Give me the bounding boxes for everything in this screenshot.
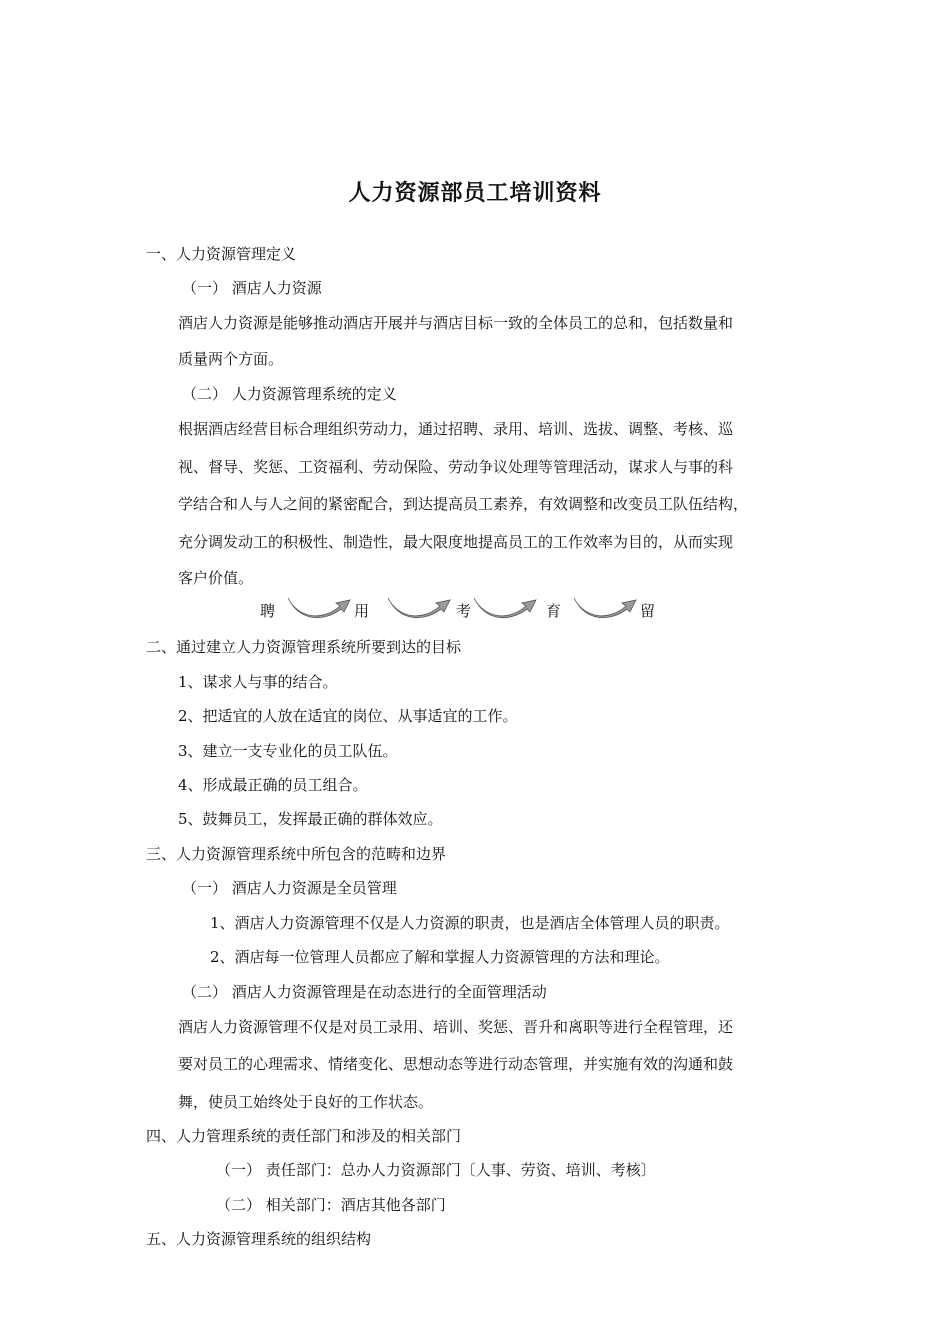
subsection-3-2-heading: （二） 酒店人力资源管理是在动态进行的全面管理活动	[182, 983, 547, 1001]
paragraph-line: 酒店人力资源是能够推动酒店开展并与酒店目标一致的全体员工的总和，包括数量和	[178, 314, 734, 332]
paragraph-line: 视、督导、奖惩、工资福利、劳动保险、劳动争议处理等管理活动，谋求人与事的科	[178, 458, 734, 476]
hr-flow-diagram	[0, 594, 950, 628]
subsection-3-1-heading: （一） 酒店人力资源是全员管理	[182, 879, 397, 897]
subsection-1-1-heading: （一） 酒店人力资源	[182, 279, 322, 297]
paragraph-line: 酒店人力资源管理不仅是对员工录用、培训、奖惩、晋升和离职等进行全程管理，还	[178, 1018, 734, 1036]
section-3-heading: 三、人力资源管理系统中所包含的范畴和边界	[146, 845, 447, 863]
paragraph-line: 充分调发动工的积极性、制造性，最大限度地提高员工的工作效率为目的，从而实现	[178, 533, 734, 551]
list-item: 3、建立一支专业化的员工队伍。	[178, 742, 398, 760]
subsection-1-2-heading: （二） 人力资源管理系统的定义	[182, 385, 397, 403]
curved-arrow-icon	[472, 594, 538, 624]
list-item: 2、把适宜的人放在适宜的岗位、从事适宜的工作。	[178, 707, 518, 725]
section-4-heading: 四、人力管理系统的责任部门和涉及的相关部门	[146, 1127, 462, 1145]
curved-arrow-icon	[286, 594, 352, 624]
document-title: 人力资源部员工培训资料	[348, 181, 602, 206]
list-item: 1、酒店人力资源管理不仅是人力资源的职责，也是酒店全体管理人员的职责。	[210, 914, 730, 932]
flow-step-recruit: 聘	[260, 602, 276, 620]
section-1-heading: 一、人力资源管理定义	[146, 245, 297, 263]
curved-arrow-icon	[572, 594, 638, 624]
subsection-4-1-heading: （一） 责任部门：总办人力资源部门〔人事、劳资、培训、考核〕	[216, 1161, 656, 1179]
section-2-heading: 二、通过建立人力资源管理系统所要到达的目标	[146, 638, 462, 656]
flow-step-retain: 留	[640, 602, 656, 620]
list-item: 2、酒店每一位管理人员都应了解和掌握人力资源管理的方法和理论。	[210, 948, 670, 966]
paragraph-line: 舞，使员工始终处于良好的工作状态。	[178, 1093, 434, 1111]
paragraph-line: 根据酒店经营目标合理组织劳动力，通过招聘、录用、培训、选拔、调整、考核、巡	[178, 420, 734, 438]
paragraph-line: 客户价值。	[178, 569, 254, 587]
flow-step-assess: 考	[456, 602, 472, 620]
flow-step-employ: 用	[354, 602, 370, 620]
section-5-heading: 五、人力资源管理系统的组织结构	[146, 1230, 372, 1248]
paragraph-line: 要对员工的心理需求、情绪变化、思想动态等进行动态管理，并实施有效的沟通和鼓	[178, 1055, 734, 1073]
list-item: 4、形成最正确的员工组合。	[178, 776, 368, 794]
list-item: 1、谋求人与事的结合。	[178, 673, 338, 691]
subsection-4-2-heading: （二） 相关部门：酒店其他各部门	[216, 1196, 446, 1214]
curved-arrow-icon	[386, 594, 452, 624]
list-item: 5、鼓舞员工，发挥最正确的群体效应。	[178, 810, 443, 828]
paragraph-line: 学结合和人与人之间的紧密配合，到达提高员工素养，有效调整和改变员工队伍结构，	[178, 495, 749, 513]
flow-step-develop: 育	[546, 602, 562, 620]
paragraph-line: 质量两个方面。	[178, 350, 284, 368]
